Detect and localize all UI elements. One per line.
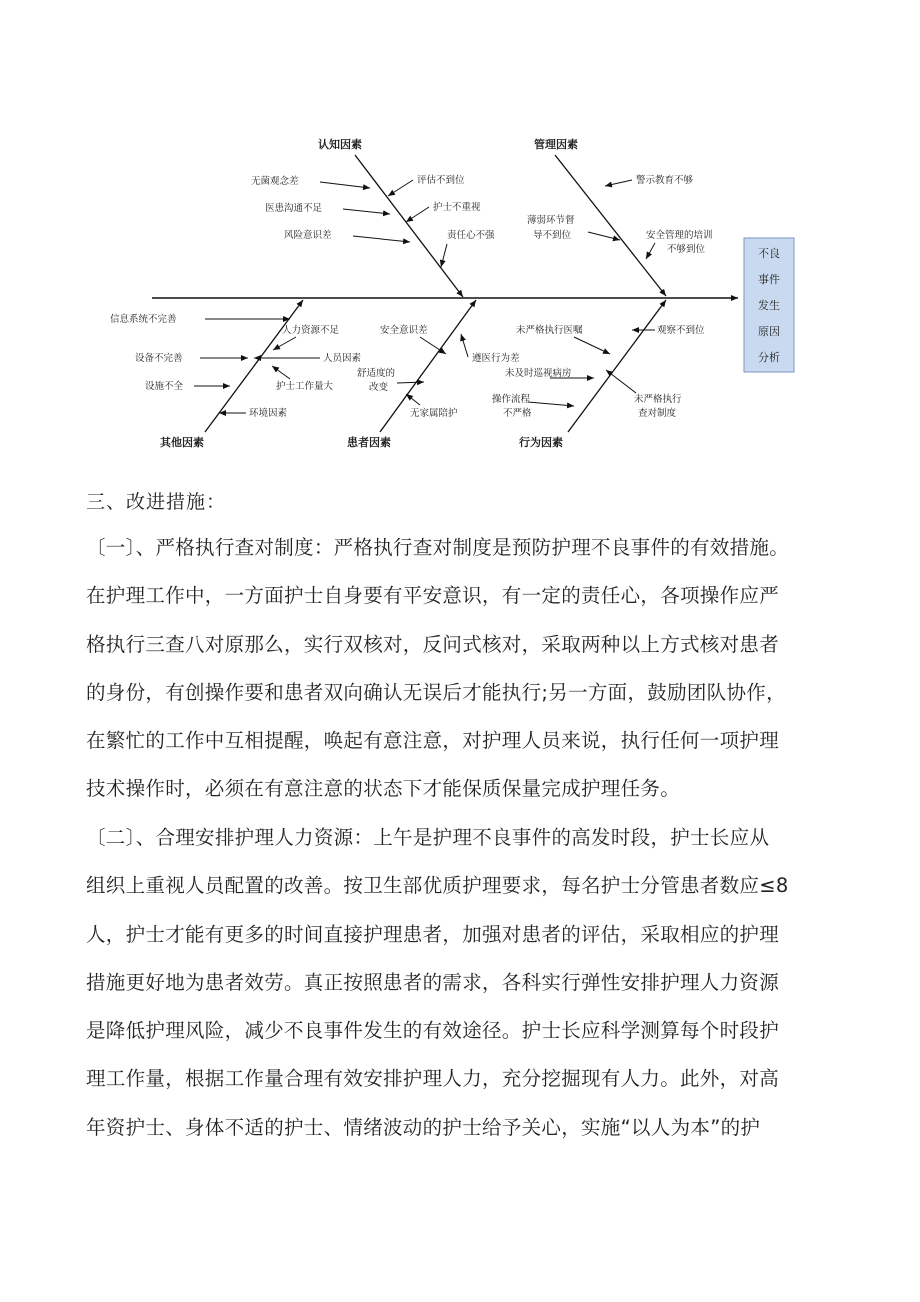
cause-arrow bbox=[574, 337, 610, 354]
paragraph-2 bbox=[86, 814, 836, 1152]
cause-label: 医患沟通不足 bbox=[265, 203, 323, 214]
paragraph-line: 〔二〕、合理安排护理人力资源：上午是护理不良事件的高发时段，护士长应从 bbox=[86, 826, 770, 849]
category-patient: 患者因素 bbox=[347, 436, 391, 449]
cause-label: 操作流程 bbox=[492, 394, 531, 405]
paragraph-line: 措施更好地为患者效劳。真正按照患者的需求，各科实行弹性安排护理人力资源 bbox=[86, 970, 780, 994]
effect-line-2: 事件 bbox=[758, 273, 780, 286]
cause-label: 安全意识差 bbox=[380, 325, 428, 336]
effect-line-4: 原因 bbox=[758, 325, 780, 338]
cause-label: 信息系统不完善 bbox=[110, 314, 177, 325]
paragraph-line: 技术操作时，必须在有意注意的状态下才能保质保量完成护理任务。 bbox=[86, 777, 681, 801]
cause-arrow bbox=[528, 402, 574, 406]
cause-arrow bbox=[646, 243, 655, 259]
cause-arrow bbox=[353, 236, 410, 242]
cause-label: 护士不重视 bbox=[433, 202, 481, 213]
paragraph-line: 年资护士、身体不适的护士、情绪波动的护士给予关心，实施“以人为本”的护 bbox=[86, 1115, 761, 1139]
cause-label: 设施不全 bbox=[145, 381, 184, 392]
cause-label: 风险意识差 bbox=[284, 230, 332, 241]
paragraph-line: 人，护士才能有更多的时间直接护理患者，加强对患者的评估，采取相应的护理 bbox=[86, 922, 780, 946]
cause-label: 人力资源不足 bbox=[282, 325, 340, 336]
cause-arrow bbox=[605, 180, 632, 186]
cause-label: 护士工作量大 bbox=[276, 381, 334, 392]
category-management: 管理因素 bbox=[534, 138, 578, 151]
cause-label: 观察不到位 bbox=[657, 325, 705, 336]
cause-arrow bbox=[388, 180, 413, 196]
cause-arrow bbox=[320, 182, 370, 188]
cause-label: 不严格 bbox=[503, 408, 532, 419]
cause-arrow bbox=[461, 334, 468, 357]
paragraph-line: 是降低护理风险，减少不良事件发生的有效途径。护士长应科学测算每个时段护 bbox=[86, 1019, 780, 1043]
category-behavior: 行为因素 bbox=[519, 436, 563, 449]
cause-label: 舒适度的 bbox=[357, 368, 396, 379]
cause-arrow bbox=[420, 337, 446, 354]
effect-line-5: 分析 bbox=[758, 351, 780, 364]
section-heading: 三、改进措施： bbox=[86, 491, 227, 513]
cause-arrow bbox=[272, 366, 290, 379]
cause-arrow bbox=[273, 337, 296, 350]
cause-label: 环境因素 bbox=[249, 408, 288, 419]
cause-arrow bbox=[606, 370, 636, 393]
fishbone-diagram bbox=[0, 120, 920, 460]
cause-label: 警示教育不够 bbox=[636, 175, 694, 186]
cause-label: 无菌观念差 bbox=[251, 176, 299, 187]
cause-arrow bbox=[406, 207, 429, 222]
cause-label: 未严格执行 bbox=[634, 394, 682, 405]
cause-label: 不够到位 bbox=[667, 244, 706, 255]
paragraph-line: 〔一〕、严格执行查对制度：严格执行查对制度是预防护理不良事件的有效措施。 bbox=[86, 536, 790, 559]
paragraph-line: 组织上重视人员配置的改善。按卫生部优质护理要求，每名护士分管患者数应≤8 bbox=[86, 874, 789, 898]
cause-label: 设备不完善 bbox=[135, 353, 183, 364]
cause-label: 改变 bbox=[369, 382, 389, 393]
cause-label: 未及时巡视病房 bbox=[505, 368, 572, 379]
cause-label: 人员因素 bbox=[323, 353, 362, 364]
cause-arrow bbox=[588, 232, 620, 240]
cause-label: 导不到位 bbox=[533, 230, 572, 241]
category-other: 其他因素 bbox=[160, 436, 204, 449]
cause-label: 查对制度 bbox=[638, 408, 677, 419]
cause-label: 安全管理的培训 bbox=[646, 230, 713, 241]
cause-arrow bbox=[397, 382, 424, 383]
effect-line-1: 不良 bbox=[758, 247, 780, 260]
cause-label: 责任心不强 bbox=[447, 230, 495, 241]
paragraph-line: 理工作量，根据工作量合理有效安排护理人力，充分挖掘现有人力。此外，对高 bbox=[86, 1067, 780, 1091]
paragraph-1 bbox=[86, 524, 836, 814]
paragraph-line: 在繁忙的工作中互相提醒，唤起有意注意，对护理人员来说，执行任何一项护理 bbox=[86, 729, 780, 753]
cause-label: 未严格执行医嘱 bbox=[516, 325, 583, 336]
category-cognitive: 认知因素 bbox=[318, 138, 362, 151]
paragraph-line: 在护理工作中，一方面护士自身要有平安意识，有一定的责任心，各项操作应严 bbox=[86, 584, 780, 608]
cause-arrow bbox=[406, 394, 420, 405]
paragraph-line: 格执行三查八对原那么，实行双核对，反问式核对，采取两种以上方式核对患者 bbox=[86, 632, 780, 656]
cause-arrow bbox=[343, 209, 390, 214]
cause-label: 遵医行为差 bbox=[472, 353, 520, 364]
paragraph-line: 的身份，有创操作要和患者双向确认无误后才能执行;另一方面，鼓励团队协作， bbox=[86, 680, 786, 704]
cause-label: 无家属陪护 bbox=[410, 408, 458, 419]
cause-label: 薄弱环节督 bbox=[527, 215, 575, 226]
cause-arrow bbox=[441, 244, 447, 267]
cause-label: 评估不到位 bbox=[417, 175, 465, 186]
effect-line-3: 发生 bbox=[758, 299, 780, 312]
